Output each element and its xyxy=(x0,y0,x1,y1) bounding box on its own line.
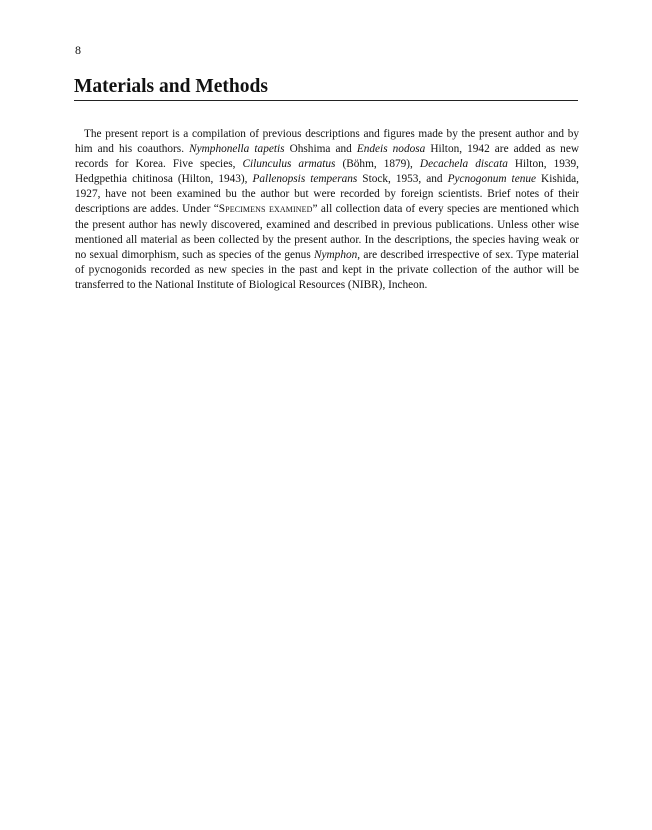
section-title: Materials and Methods xyxy=(74,76,578,101)
smallcaps-term: Specimens examined xyxy=(218,203,313,216)
species-name: Decachela discata xyxy=(419,158,508,171)
text-segment: Stock, 1953, and xyxy=(357,173,448,186)
species-name: Nymphonella tapetis xyxy=(189,143,285,156)
genus-name: Nymphon xyxy=(313,248,358,261)
species-name: Pallenopsis temperans xyxy=(252,173,358,186)
species-name: Endeis nodosa xyxy=(356,143,426,156)
species-name: Pycnogonum tenue xyxy=(447,173,537,186)
text-segment: The present report is a compilation of previous descriptions and figures made by the present author and by him and his coauthors. xyxy=(75,128,579,156)
species-name: Cilunculus armatus xyxy=(242,158,336,171)
page-number: 8 xyxy=(75,43,81,57)
text-segment: Hilton, 1939, Hedgpethia chitinosa (Hilton, 1943), xyxy=(75,158,580,186)
body-paragraph xyxy=(75,127,579,293)
text-segment: Hilton, 1942 are added as new records for Korea. Five species, xyxy=(75,143,579,171)
text-segment: , are described irrespective of sex. Type material of pycnogonids recorded as new species in the past and kept in the private collection of the author will be transferred to the National Institute of Biological Resources (NIBR), Incheon. xyxy=(75,248,579,291)
text-segment: Ohshima and xyxy=(284,143,357,156)
text-segment: Kishida, 1927, have not been examined bu the author but were recorded by foreign scientists. Brief notes of their descriptions are addes. Under “ xyxy=(75,173,579,216)
text-segment: (Böhm, 1879), xyxy=(335,158,420,171)
text-segment: ” all collection data of every species are mentioned which the present author has newly discovered, examined and described in previous publications. Unless other wise mentioned all material as been collected by the present author. In the descriptions, the species having weak or no sexual dimorphism, such as species of the genus xyxy=(75,203,579,261)
